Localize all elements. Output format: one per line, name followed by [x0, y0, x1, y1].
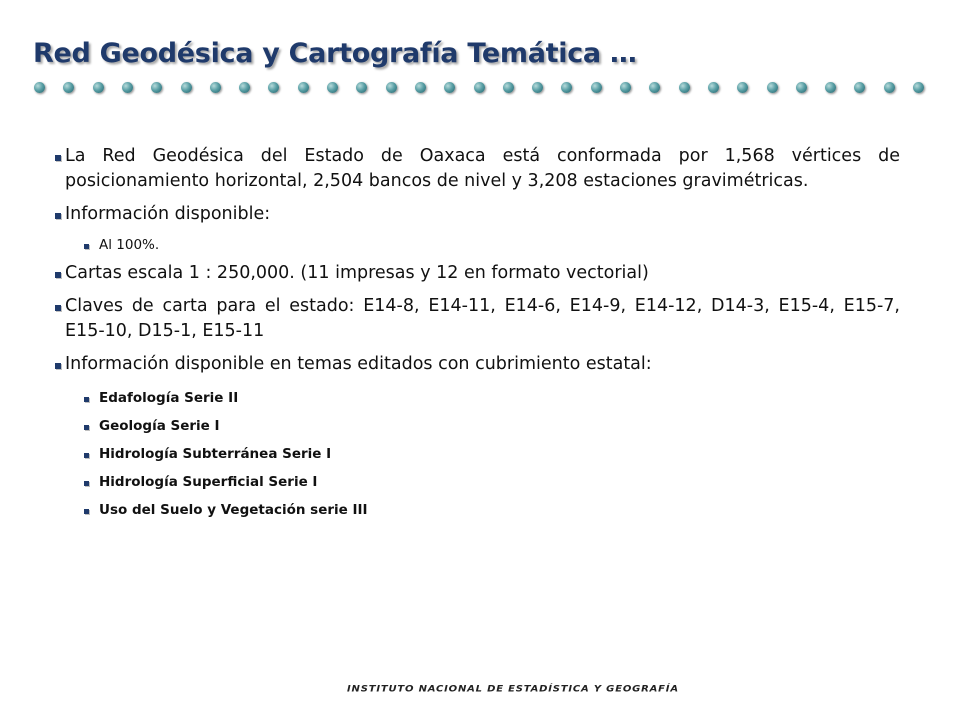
divider-dot-icon [356, 82, 367, 93]
bullet-text: Claves de carta para el estado: E14-8, E14-11, E14-6, E14-9, E14-12, D14-3, E15-4, E15-7, E15-10, D15-1, E15-11 [65, 296, 900, 341]
bullet-text: Información disponible en temas editados con cubrimiento estatal: [65, 354, 652, 374]
divider-dot-icon [444, 82, 455, 93]
divider-dot-icon [796, 82, 807, 93]
bullet-text: Geología Serie I [99, 418, 220, 434]
sub-bullet-item [55, 237, 900, 253]
bullet-item [55, 202, 900, 227]
sub-bullet-item [55, 474, 900, 490]
sub-bullet-item [55, 446, 900, 462]
square-bullet-icon [84, 244, 89, 249]
divider-dot-icon [767, 82, 778, 93]
square-bullet-icon [84, 481, 89, 486]
bullet-text: Hidrología Superficial Serie I [99, 474, 318, 490]
divider-dot-icon [825, 82, 836, 93]
divider-dot-icon [884, 82, 895, 93]
divider-dot-icon [386, 82, 397, 93]
bullet-text: Edafología Serie II [99, 390, 239, 406]
square-bullet-icon [55, 272, 61, 278]
square-bullet-icon [55, 213, 61, 219]
divider-dot-icon [854, 82, 865, 93]
divider-dot-icon [561, 82, 572, 93]
square-bullet-icon [55, 155, 61, 161]
divider-dot-icon [181, 82, 192, 93]
slide-title: Red Geodésica y Cartografía Temática … [33, 38, 637, 69]
bullet-text: Hidrología Subterránea Serie I [99, 446, 332, 462]
bullet-item [55, 144, 900, 194]
bullet-text: Uso del Suelo y Vegetación serie III [99, 502, 368, 518]
square-bullet-icon [84, 453, 89, 458]
divider-dot-icon [620, 82, 631, 93]
square-bullet-icon [55, 363, 61, 369]
bullet-item [55, 352, 900, 377]
square-bullet-icon [84, 425, 89, 430]
divider-dot-icon [151, 82, 162, 93]
divider-dot-icon [474, 82, 485, 93]
square-bullet-icon [84, 509, 89, 514]
title-dot-divider [34, 80, 934, 96]
square-bullet-icon [55, 305, 61, 311]
square-bullet-icon [84, 397, 89, 402]
divider-dot-icon [679, 82, 690, 93]
divider-dot-icon [532, 82, 543, 93]
divider-dot-icon [913, 82, 924, 93]
divider-dot-icon [298, 82, 309, 93]
bullet-text: La Red Geodésica del Estado de Oaxaca está conformada por 1,568 vértices de posicionamiento horizontal, 2,504 bancos de nivel y 3,208 estaciones gravimétricas. [65, 146, 900, 191]
bullet-text: Información disponible: [65, 204, 271, 224]
sub-bullet-item [55, 502, 900, 518]
slide-content [55, 144, 900, 518]
divider-dot-icon [708, 82, 719, 93]
divider-dot-icon [503, 82, 514, 93]
sub-bullet-item [55, 390, 900, 406]
divider-dot-icon [737, 82, 748, 93]
divider-dot-icon [210, 82, 221, 93]
divider-dot-icon [239, 82, 250, 93]
bullet-text: Al 100%. [99, 237, 160, 253]
divider-dot-icon [591, 82, 602, 93]
divider-dot-icon [122, 82, 133, 93]
divider-dot-icon [649, 82, 660, 93]
bullet-item [55, 261, 900, 286]
divider-dot-icon [415, 82, 426, 93]
bullet-text: Cartas escala 1 : 250,000. (11 impresas y 12 en formato vectorial) [65, 263, 649, 283]
divider-dot-icon [327, 82, 338, 93]
divider-dot-icon [93, 82, 104, 93]
bullet-item [55, 294, 900, 344]
divider-dot-icon [34, 82, 45, 93]
divider-dot-icon [63, 82, 74, 93]
institution-footer: INSTITUTO NACIONAL DE ESTADÍSTICA Y GEOGRAFÍA [347, 684, 679, 695]
sub-bullet-item [55, 418, 900, 434]
divider-dot-icon [268, 82, 279, 93]
